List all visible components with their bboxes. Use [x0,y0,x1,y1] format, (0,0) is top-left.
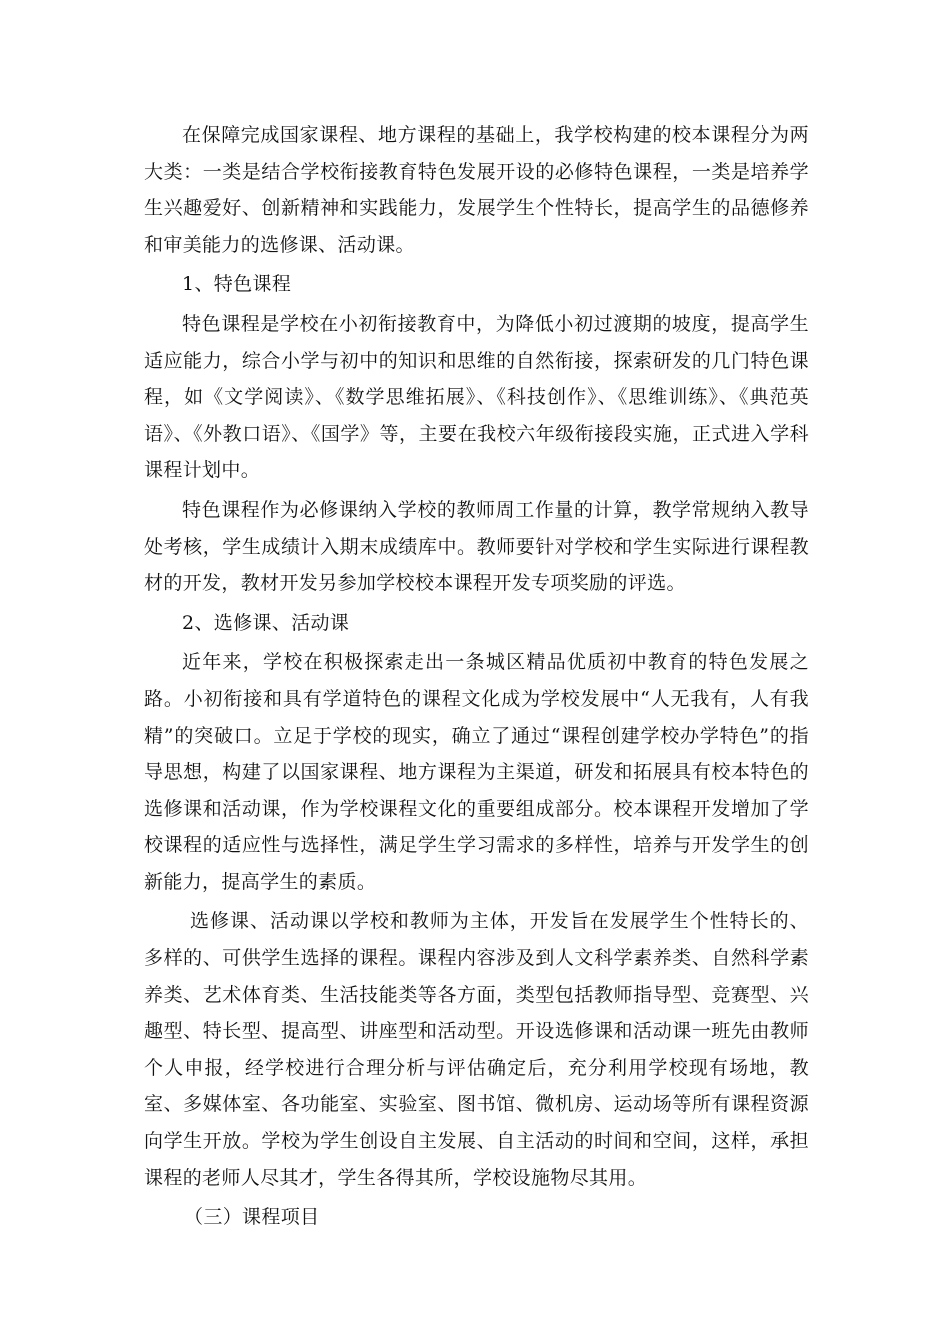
document-page [144,117,809,1239]
section-heading-electives: 2、选修课、活动课 [182,611,350,634]
featured-courses-assessment-paragraph: 特色课程作为必修课纳入学校的教师周工作量的计算，教学常规纳入教导处考核，学生成绩计入期末成绩库中。教师要针对学校和学生实际进行课程教材的开发，教材开发另参加学校校本课程开发专项奖励的评选。 [144,498,809,595]
electives-background-paragraph: 近年来，学校在积极探索走出一条城区精品优质初中教育的特色发展之路。小初衔接和具有学道特色的课程文化成为学校发展中“人无我有，人有我精”的突破口。立足于学校的现实，确立了通过“课程创建学校办学特色”的指导思想，构建了以国家课程、地方课程为主渠道，研发和拓展具有校本特色的选修课和活动课，作为学校课程文化的重要组成部分。校本课程开发增加了学校课程的适应性与选择性，满足学生学习需求的多样性，培养与开发学生的创新能力，提高学生的素质。 [144,651,809,893]
section-heading-featured-courses: 1、特色课程 [182,273,292,296]
section-heading-course-projects: （三）课程项目 [184,1206,320,1229]
electives-detail-paragraph: 选修课、活动课以学校和教师为主体，开发旨在发展学生个性特长的、多样的、可供学生选择的课程。课程内容涉及到人文科学素养类、自然科学素养类、艺术体育类、生活技能类等各方面，类型包括教师指导型、竞赛型、兴趣型、特长型、提高型、讲座型和活动型。开设选修课和活动课一班先由教师个人申报，经学校进行合理分析与评估确定后，充分利用学校现有场地，教室、多媒体室、各功能室、实验室、图书馆、微机房、运动场等所有课程资源向学生开放。学校为学生创设自主发展、自主活动的时间和空间，这样，承担课程的老师人尽其才，学生各得其所，学校设施物尽其用。 [144,910,809,1189]
intro-paragraph: 在保障完成国家课程、地方课程的基础上，我学校构建的校本课程分为两大类：一类是结合学校衔接教育特色发展开设的必修特色课程，一类是培养学生兴趣爱好、创新精神和实践能力，发展学生个性特长，提高学生的品德修养和审美能力的选修课、活动课。 [144,124,809,256]
featured-courses-paragraph: 特色课程是学校在小初衔接教育中，为降低小初过渡期的坡度，提高学生适应能力，综合小学与初中的知识和思维的自然衔接，探索研发的几门特色课程，如《文学阅读》、《数学思维拓展》、《科技创作》、《思维训练》、《典范英语》、《外教口语》、《国学》等，主要在我校六年级衔接段实施，正式进入学科课程计划中。 [144,312,809,482]
